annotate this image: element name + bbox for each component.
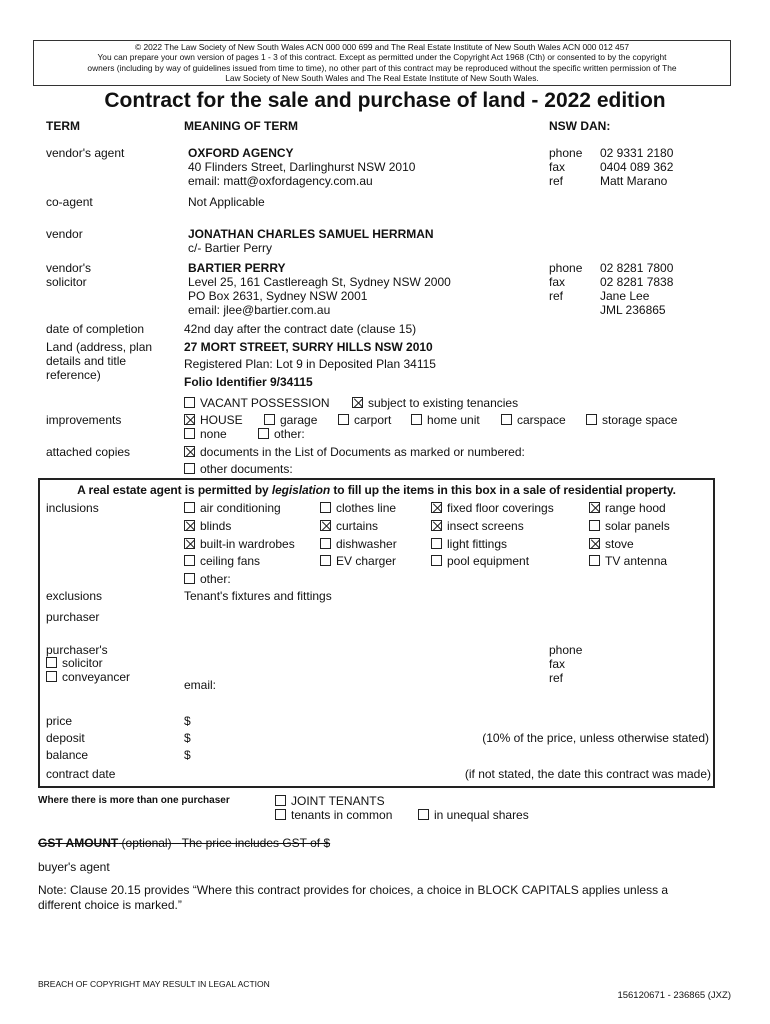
vendors-solicitor-fax-label: fax: [549, 275, 566, 289]
vendors-solicitor-phone-label: phone: [549, 261, 583, 275]
deposit-note: (10% of the price, unless otherwise stated): [482, 731, 709, 745]
vendors-agent-name: OXFORD AGENCY: [188, 146, 294, 160]
attached-documents-checkbox[interactable]: [184, 445, 525, 459]
tenants-in-common-checkbox[interactable]: [275, 808, 392, 822]
copyright-line-3: owners (including by way of guidelines issued from time to time), no other part of this contract may be reproduced without the specific written permission of The: [87, 62, 677, 73]
improvement-carspace-checkbox[interactable]: [501, 413, 566, 427]
checkbox-box[interactable]: [184, 397, 195, 408]
purchasers-solicitor-email-label: email:: [184, 678, 217, 692]
checkbox-box[interactable]: [589, 538, 600, 549]
improvement-storage-space-checkbox[interactable]: [586, 413, 677, 427]
checkbox-label: light fittings: [447, 537, 508, 551]
land-label-2: details and title: [46, 354, 127, 368]
checkbox-box[interactable]: [184, 463, 195, 474]
vacant-possession-checkbox[interactable]: [184, 396, 330, 410]
vendors-solicitor-ref-name: Jane Lee: [600, 289, 650, 303]
checkbox-label: dishwasher: [336, 537, 397, 551]
vendors-solicitor-address-1: Level 25, 161 Castlereagh St, Sydney NSW 2000: [188, 275, 451, 289]
vendors-agent-fax: 0404 089 362: [600, 160, 674, 174]
vendors-solicitor-label-2: solicitor: [46, 275, 87, 289]
checkbox-label: carspace: [517, 413, 566, 427]
inclusions-label: inclusions: [46, 501, 99, 515]
checkbox-box[interactable]: [275, 795, 286, 806]
checkbox-box[interactable]: [411, 414, 422, 425]
completion-label: date of completion: [46, 322, 145, 336]
exclusions-value: Tenant's fixtures and fittings: [184, 589, 332, 603]
vendors-solicitor-ref-code: JML 236865: [600, 303, 666, 317]
purchaser-label: purchaser: [46, 610, 100, 624]
gst-label: GST AMOUNT: [38, 836, 119, 850]
checkbox-label: insect screens: [447, 519, 524, 533]
vendors-solicitor-name: BARTIER PERRY: [188, 261, 286, 275]
inclusion-ev-charger-checkbox[interactable]: [320, 554, 396, 568]
checkbox-box[interactable]: [184, 446, 195, 457]
agent-box-notice-end: to fill up the items in this box in a sale of residential property.: [330, 483, 676, 497]
inclusion-blinds-checkbox[interactable]: [184, 519, 231, 533]
checkbox-label: none: [200, 427, 227, 441]
purchasers-solicitor-fax-label: fax: [549, 657, 566, 671]
checkbox-box[interactable]: [320, 520, 331, 531]
checkbox-label: garage: [280, 413, 318, 427]
vendor-care-of: c/- Bartier Perry: [188, 241, 273, 255]
header-meaning: MEANING OF TERM: [184, 119, 298, 133]
inclusion-air-conditioning-checkbox[interactable]: [184, 501, 281, 515]
checkbox-label: solar panels: [605, 519, 670, 533]
purchasers-solicitor-ref-label: ref: [549, 671, 564, 685]
checkbox-label: subject to existing tenancies: [368, 396, 519, 410]
checkbox-label: home unit: [427, 413, 480, 427]
vendors-solicitor-ref-label: ref: [549, 289, 564, 303]
inclusion-light-fittings-checkbox[interactable]: [431, 537, 507, 551]
exclusions-label: exclusions: [46, 589, 103, 603]
footer-document-id: 156120671 - 236865 (JXZ): [617, 990, 731, 1001]
balance-symbol: $: [184, 748, 191, 762]
checkbox-box[interactable]: [184, 555, 195, 566]
existing-tenancies-checkbox[interactable]: [352, 396, 518, 410]
checkbox-label: tenants in common: [291, 808, 393, 822]
checkbox-label: pool equipment: [447, 554, 530, 568]
vendors-agent-ref-label: ref: [549, 174, 564, 188]
checkbox-label: other documents:: [200, 462, 293, 476]
checkbox-box[interactable]: [46, 671, 57, 682]
checkbox-box[interactable]: [320, 555, 331, 566]
checkbox-box[interactable]: [275, 809, 286, 820]
vendors-solicitor-label-1: vendor's: [46, 261, 91, 275]
vendor-label: vendor: [46, 227, 83, 241]
inclusion-range-hood-checkbox[interactable]: [589, 501, 666, 515]
checkbox-box[interactable]: [586, 414, 597, 425]
checkbox-label: in unequal shares: [434, 808, 529, 822]
completion-value: 42nd day after the contract date (clause 15): [184, 322, 417, 336]
land-address: 27 MORT STREET, SURRY HILLS NSW 2010: [184, 340, 433, 354]
checkbox-box[interactable]: [589, 520, 600, 531]
inclusion-ceiling-fans-checkbox[interactable]: [184, 554, 260, 568]
checkbox-label: built-in wardrobes: [200, 537, 295, 551]
checkbox-box[interactable]: [264, 414, 275, 425]
price-label: price: [46, 714, 73, 728]
checkbox-box[interactable]: [338, 414, 349, 425]
checkbox-box[interactable]: [418, 809, 429, 820]
checkbox-box[interactable]: [320, 538, 331, 549]
checkbox-label: EV charger: [336, 554, 397, 568]
checkbox-label: curtains: [336, 519, 379, 533]
purchasers-conveyancer-checkbox[interactable]: [46, 670, 130, 684]
checkbox-label: blinds: [200, 519, 232, 533]
checkbox-box[interactable]: [589, 555, 600, 566]
footer-copyright-warning: BREACH OF COPYRIGHT MAY RESULT IN LEGAL ACTION: [38, 979, 270, 989]
unequal-shares-checkbox[interactable]: [418, 808, 529, 822]
vendors-agent-address: 40 Flinders Street, Darlinghurst NSW 2010: [188, 160, 416, 174]
checkbox-box[interactable]: [320, 502, 331, 513]
gst-amount-line: [38, 836, 330, 850]
inclusion-other-checkbox[interactable]: [184, 572, 231, 586]
land-label-1: Land (address, plan: [46, 340, 153, 354]
purchasers-solicitor-checkbox[interactable]: [46, 656, 103, 670]
inclusion-pool-equipment-checkbox[interactable]: [431, 554, 529, 568]
checkbox-label: VACANT POSSESSION: [200, 396, 330, 410]
checkbox-label: other:: [200, 572, 231, 586]
agent-box-notice: [38, 483, 715, 497]
checkbox-label: storage space: [602, 413, 678, 427]
improvement-carport-checkbox[interactable]: [338, 413, 391, 427]
vendors-solicitor-fax: 02 8281 7838: [600, 275, 674, 289]
vendors-agent-phone-label: phone: [549, 146, 583, 160]
checkbox-box[interactable]: [431, 502, 442, 513]
checkbox-label: fixed floor coverings: [447, 501, 554, 515]
header-dan: NSW DAN:: [549, 119, 611, 133]
checkbox-label: HOUSE: [200, 413, 243, 427]
checkbox-label: documents in the List of Documents as marked or numbered:: [200, 445, 525, 459]
checkbox-box[interactable]: [46, 657, 57, 668]
checkbox-box[interactable]: [184, 502, 195, 513]
vendors-solicitor-address-2: PO Box 2631, Sydney NSW 2001: [188, 289, 368, 303]
land-plan: Registered Plan: Lot 9 in Deposited Plan 34115: [184, 357, 436, 371]
inclusion-tv-antenna-checkbox[interactable]: [589, 554, 667, 568]
checkbox-box[interactable]: [431, 555, 442, 566]
inclusion-stove-checkbox[interactable]: [589, 537, 634, 551]
checkbox-box[interactable]: [184, 428, 195, 439]
checkbox-box[interactable]: [184, 414, 195, 425]
vendors-solicitor-phone: 02 8281 7800: [600, 261, 674, 275]
attached-other-checkbox[interactable]: [184, 462, 293, 476]
checkbox-label: JOINT TENANTS: [291, 794, 385, 808]
checkbox-box[interactable]: [501, 414, 512, 425]
improvement-none-checkbox[interactable]: [184, 427, 227, 441]
checkbox-box[interactable]: [431, 520, 442, 531]
purchasers-solicitor-phone-label: phone: [549, 643, 583, 657]
improvement-other-checkbox[interactable]: [258, 427, 305, 441]
improvement-garage-checkbox[interactable]: [264, 413, 317, 427]
co-agent-value: Not Applicable: [188, 195, 265, 209]
agent-box-notice-emphasis: legislation: [271, 483, 331, 497]
inclusion-dishwasher-checkbox[interactable]: [320, 537, 397, 551]
contract-date-label: contract date: [46, 767, 116, 781]
note-line-1: Note: Clause 20.15 provides “Where this contract provides for choices, a choice in BLOCK CAPITALS applies unless a: [38, 883, 669, 897]
checkbox-label: conveyancer: [62, 670, 131, 684]
checkbox-label: other:: [274, 427, 305, 441]
joint-tenants-checkbox[interactable]: [275, 794, 385, 808]
checkbox-box[interactable]: [184, 538, 195, 549]
checkbox-box[interactable]: [184, 520, 195, 531]
checkbox-box[interactable]: [431, 538, 442, 549]
page-title: Contract for the sale and purchase of land - 2022 edition: [104, 89, 666, 112]
deposit-label: deposit: [46, 731, 85, 745]
copyright-line-2: You can prepare your own version of pages 1 - 3 of this contract. Except as permitted under the Copyright Act 1968 (Cth) or consented to by the copyright: [97, 52, 667, 63]
vendors-agent-label: vendor's agent: [46, 146, 125, 160]
inclusion-built-in-wardrobes-checkbox[interactable]: [184, 537, 295, 551]
purchasers-solicitor-label: purchaser's: [46, 643, 108, 657]
improvement-house-checkbox[interactable]: [184, 413, 243, 427]
header-term: TERM: [46, 119, 80, 133]
buyers-agent-label: buyer's agent: [38, 860, 110, 874]
inclusion-fixed-floor-coverings-checkbox[interactable]: [431, 501, 554, 515]
agent-box-notice-start: A real estate agent is permitted by: [77, 483, 272, 497]
copyright-line-1: © 2022 The Law Society of New South Wales ACN 000 000 699 and The Real Estate Institute of New South Wales ACN 000 012 457: [134, 42, 630, 52]
checkbox-box[interactable]: [258, 428, 269, 439]
checkbox-box[interactable]: [352, 397, 363, 408]
checkbox-label: carport: [354, 413, 392, 427]
inclusion-insect-screens-checkbox[interactable]: [431, 519, 524, 533]
note-line-2: different choice is marked.”: [38, 898, 182, 912]
inclusion-curtains-checkbox[interactable]: [320, 519, 378, 533]
checkbox-label: solicitor: [62, 656, 103, 670]
vendors-agent-email: email: matt@oxfordagency.com.au: [188, 174, 373, 188]
copyright-line-4: Law Society of New South Wales and The Real Estate Institute of New South Wales.: [225, 72, 539, 83]
vendors-agent-phone: 02 9331 2180: [600, 146, 674, 160]
inclusion-solar-panels-checkbox[interactable]: [589, 519, 670, 533]
checkbox-box[interactable]: [184, 573, 195, 584]
balance-label: balance: [46, 748, 89, 762]
attached-copies-label: attached copies: [46, 445, 131, 459]
checkbox-label: range hood: [605, 501, 666, 515]
contract-date-note: (if not stated, the date this contract was made): [464, 767, 711, 781]
vendors-agent-fax-label: fax: [549, 160, 566, 174]
improvement-home-unit-checkbox[interactable]: [411, 413, 480, 427]
copyright-notice: [33, 40, 731, 86]
improvements-label: improvements: [46, 413, 122, 427]
vendor-name: JONATHAN CHARLES SAMUEL HERRMAN: [188, 227, 434, 241]
checkbox-box[interactable]: [589, 502, 600, 513]
price-symbol: $: [184, 714, 191, 728]
checkbox-label: ceiling fans: [200, 554, 261, 568]
land-label-3: reference): [46, 368, 101, 382]
multiple-purchasers-label: Where there is more than one purchaser: [38, 795, 230, 806]
vendors-agent-ref: Matt Marano: [600, 174, 668, 188]
inclusion-clothes-line-checkbox[interactable]: [320, 501, 396, 515]
co-agent-label: co-agent: [46, 195, 93, 209]
checkbox-label: stove: [605, 537, 634, 551]
checkbox-label: TV antenna: [605, 554, 668, 568]
checkbox-label: clothes line: [336, 501, 397, 515]
checkbox-label: air conditioning: [200, 501, 281, 515]
land-folio: Folio Identifier 9/34115: [184, 375, 313, 389]
gst-optional: (optional): [118, 836, 172, 850]
vendors-solicitor-email: email: jlee@bartier.com.au: [188, 303, 331, 317]
deposit-symbol: $: [184, 731, 191, 745]
gst-text: The price includes GST of $: [181, 836, 331, 850]
